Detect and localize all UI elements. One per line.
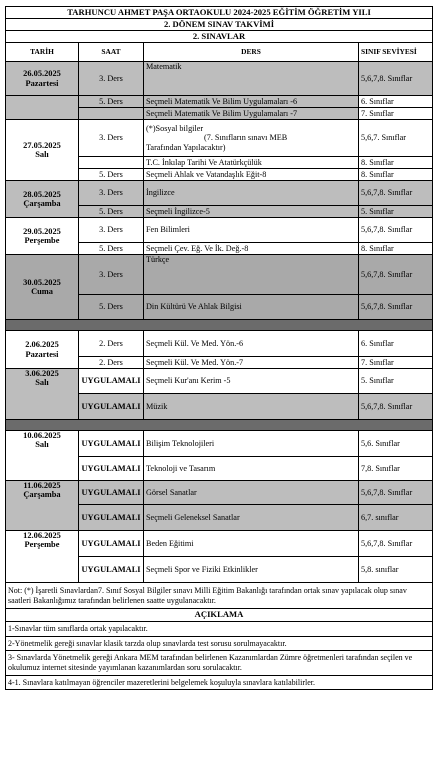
course-cell: Beden Eğitimi: [144, 531, 359, 557]
date-cell: 30.05.2025 Cuma: [6, 255, 79, 320]
course-cell: (*)Sosyal bilgiler (7. Sınıfların sınavı MEB Tarafından Yapılacaktır): [144, 120, 359, 157]
time-cell: 3. Ders: [79, 255, 144, 295]
course-cell: Seçmeli Matematik Ve Bilim Uygulamaları -6: [144, 96, 359, 108]
course-cell: Müzik: [144, 394, 359, 420]
date-cell: 10.06.2025 Salı: [6, 431, 79, 481]
course-cell: Seçmeli Geleneksel Sanatlar: [144, 505, 359, 531]
date-cell: 28.05.2025 Çarşamba: [6, 181, 79, 218]
time-cell: UYGULAMALI: [79, 369, 144, 394]
grade-cell: 5,6,7,8. Sınıflar: [359, 255, 433, 295]
table-row: [6, 218, 433, 243]
table-row: [6, 481, 433, 505]
aciklama-item-4: 4-1. Sınavlara katılmayan öğrenciler mazeretlerini belgelemek koşuluyla sınavlara katılabilirler.: [6, 675, 433, 690]
aciklama-item-3: 3- Sınavlarda Yönetmelik gereği Ankara MEM tarafından belirlenen Kazanımlardan Zümre öğretmenleri tarafından seçilen ve okulumuz internet sitesinde yayımlanan kazanımlardan soru sorulacaktır.: [6, 651, 433, 675]
grade-cell: 5,6,7,8. Sınıflar: [359, 481, 433, 505]
grade-cell: 5,8. sınıflar: [359, 557, 433, 583]
grade-cell: 6. Sınıflar: [359, 96, 433, 108]
table-row: [6, 431, 433, 457]
time-cell: 3. Ders: [79, 181, 144, 206]
aciklama-title: AÇIKLAMA: [6, 609, 433, 622]
footnote: Not: (*) İşaretli Sınavlardan7. Sınıf Sosyal Bilgiler sınavı Milli Eğitim Bakanlığı tarafından ortak sınav yapılacak olup sınav saatleri Bakanlığımız tarafından belirlenen saatte uygulanacaktır.: [6, 583, 433, 609]
course-cell: Seçmeli Çev. Eğ. Ve İk. Değ.-8: [144, 243, 359, 255]
grade-cell: 7. Sınıflar: [359, 108, 433, 120]
exam-schedule-table: [5, 6, 433, 690]
aciklama-item-2: 2-Yönetmelik gereği sınavlar klasik tarzda olup sınavlarda test sorusu sorulmayacaktır.: [6, 636, 433, 651]
course-cell: T.C. İnkılap Tarihi Ve Atatürkçülük: [144, 157, 359, 169]
course-cell: Fen Bilimleri: [144, 218, 359, 243]
time-cell: 3. Ders: [79, 62, 144, 96]
date-cell: 3.06.2025 Salı: [6, 369, 79, 420]
time-cell: [79, 108, 144, 120]
grade-cell: 7. Sınıflar: [359, 357, 433, 369]
date-cell-empty: [6, 96, 79, 120]
course-cell: Bilişim Teknolojileri: [144, 431, 359, 457]
course-cell: Matematik: [144, 62, 359, 96]
aciklama-item-1: 1-Sınavlar tüm sınıflarda ortak yapılacaktır.: [6, 622, 433, 637]
table-row: [6, 255, 433, 295]
table-row: [6, 181, 433, 206]
grade-cell: 7,8. Sınıflar: [359, 457, 433, 481]
course-cell: Görsel Sanatlar: [144, 481, 359, 505]
grade-cell: 5,6,7,8. Sınıflar: [359, 62, 433, 96]
time-cell: 3. Ders: [79, 218, 144, 243]
time-cell: 3. Ders: [79, 120, 144, 157]
date-cell: 12.06.2025 Perşembe: [6, 531, 79, 583]
table-row: [6, 369, 433, 394]
grade-cell: 5,6,7,8. Sınıflar: [359, 181, 433, 206]
col-header-grade: SINIF SEVİYESİ: [359, 43, 433, 62]
time-cell: 2. Ders: [79, 357, 144, 369]
course-cell: Teknoloji ve Tasarım: [144, 457, 359, 481]
grade-cell: 5,6. Sınıflar: [359, 431, 433, 457]
time-cell: UYGULAMALI: [79, 431, 144, 457]
course-cell: Seçmeli Kül. Ve Med. Yön.-6: [144, 331, 359, 357]
grade-cell: 5,6,7,8. Sınıflar: [359, 218, 433, 243]
grade-cell: 5. Sınıflar: [359, 206, 433, 218]
course-cell: Seçmeli İngilizce-5: [144, 206, 359, 218]
schedule-subtitle: 2. DÖNEM SINAV TAKVİMİ: [6, 19, 433, 31]
date-cell: 26.05.2025 Pazartesi: [6, 62, 79, 96]
section-title: 2. SINAVLAR: [6, 31, 433, 43]
time-cell: 2. Ders: [79, 331, 144, 357]
course-cell: Seçmeli Spor ve Fiziki Etkinlikler: [144, 557, 359, 583]
col-header-course: DERS: [144, 43, 359, 62]
table-row: [6, 96, 433, 108]
grade-cell: 8. Sınıflar: [359, 157, 433, 169]
time-cell: 5. Ders: [79, 243, 144, 255]
time-cell: UYGULAMALI: [79, 457, 144, 481]
col-header-date: TARİH: [6, 43, 79, 62]
date-cell: 27.05.2025 Salı: [6, 120, 79, 181]
separator-row: [6, 320, 433, 331]
course-cell: İngilizce: [144, 181, 359, 206]
grade-cell: 5. Sınıflar: [359, 369, 433, 394]
col-header-time: SAAT: [79, 43, 144, 62]
grade-cell: 5,6,7,8. Sınıflar: [359, 394, 433, 420]
course-cell: Din Kültürü Ve Ahlak Bilgisi: [144, 295, 359, 320]
time-cell: [79, 157, 144, 169]
course-cell: Seçmeli Kül. Ve Med. Yön.-7: [144, 357, 359, 369]
time-cell: 5. Ders: [79, 295, 144, 320]
exam-schedule-page: [5, 6, 432, 690]
table-row: [6, 120, 433, 157]
separator-row: [6, 420, 433, 431]
separator-bar: [6, 420, 433, 431]
date-cell: 2.06.2025 Pazartesi: [6, 331, 79, 369]
grade-cell: 8. Sınıflar: [359, 243, 433, 255]
time-cell: 5. Ders: [79, 96, 144, 108]
table-row: [6, 62, 433, 96]
table-row: [6, 331, 433, 357]
time-cell: 5. Ders: [79, 206, 144, 218]
grade-cell: 5,6,7. Sınıflar: [359, 120, 433, 157]
time-cell: UYGULAMALI: [79, 531, 144, 557]
time-cell: UYGULAMALI: [79, 505, 144, 531]
date-cell: 11.06.2025 Çarşamba: [6, 481, 79, 531]
table-row: [6, 531, 433, 557]
grade-cell: 5,6,7,8. Sınıflar: [359, 531, 433, 557]
time-cell: UYGULAMALI: [79, 394, 144, 420]
grade-cell: 8. Sınıflar: [359, 169, 433, 181]
course-cell: Seçmeli Kur'anı Kerim -5: [144, 369, 359, 394]
date-cell: 29.05.2025 Perşembe: [6, 218, 79, 255]
separator-bar: [6, 320, 433, 331]
header-row: [6, 43, 433, 62]
time-cell: UYGULAMALI: [79, 557, 144, 583]
course-cell: Seçmeli Ahlak ve Vatandaşlık Eğit-8: [144, 169, 359, 181]
school-title: TARHUNCU AHMET PAŞA ORTAOKULU 2024-2025 EĞİTİM ÖĞRETİM YILI: [6, 7, 433, 19]
course-cell: Seçmeli Matematik Ve Bilim Uygulamaları -7: [144, 108, 359, 120]
grade-cell: 6,7. sınıflar: [359, 505, 433, 531]
grade-cell: 5,6,7,8. Sınıflar: [359, 295, 433, 320]
time-cell: 5. Ders: [79, 169, 144, 181]
grade-cell: 6. Sınıflar: [359, 331, 433, 357]
course-cell: Türkçe: [144, 255, 359, 295]
time-cell: UYGULAMALI: [79, 481, 144, 505]
